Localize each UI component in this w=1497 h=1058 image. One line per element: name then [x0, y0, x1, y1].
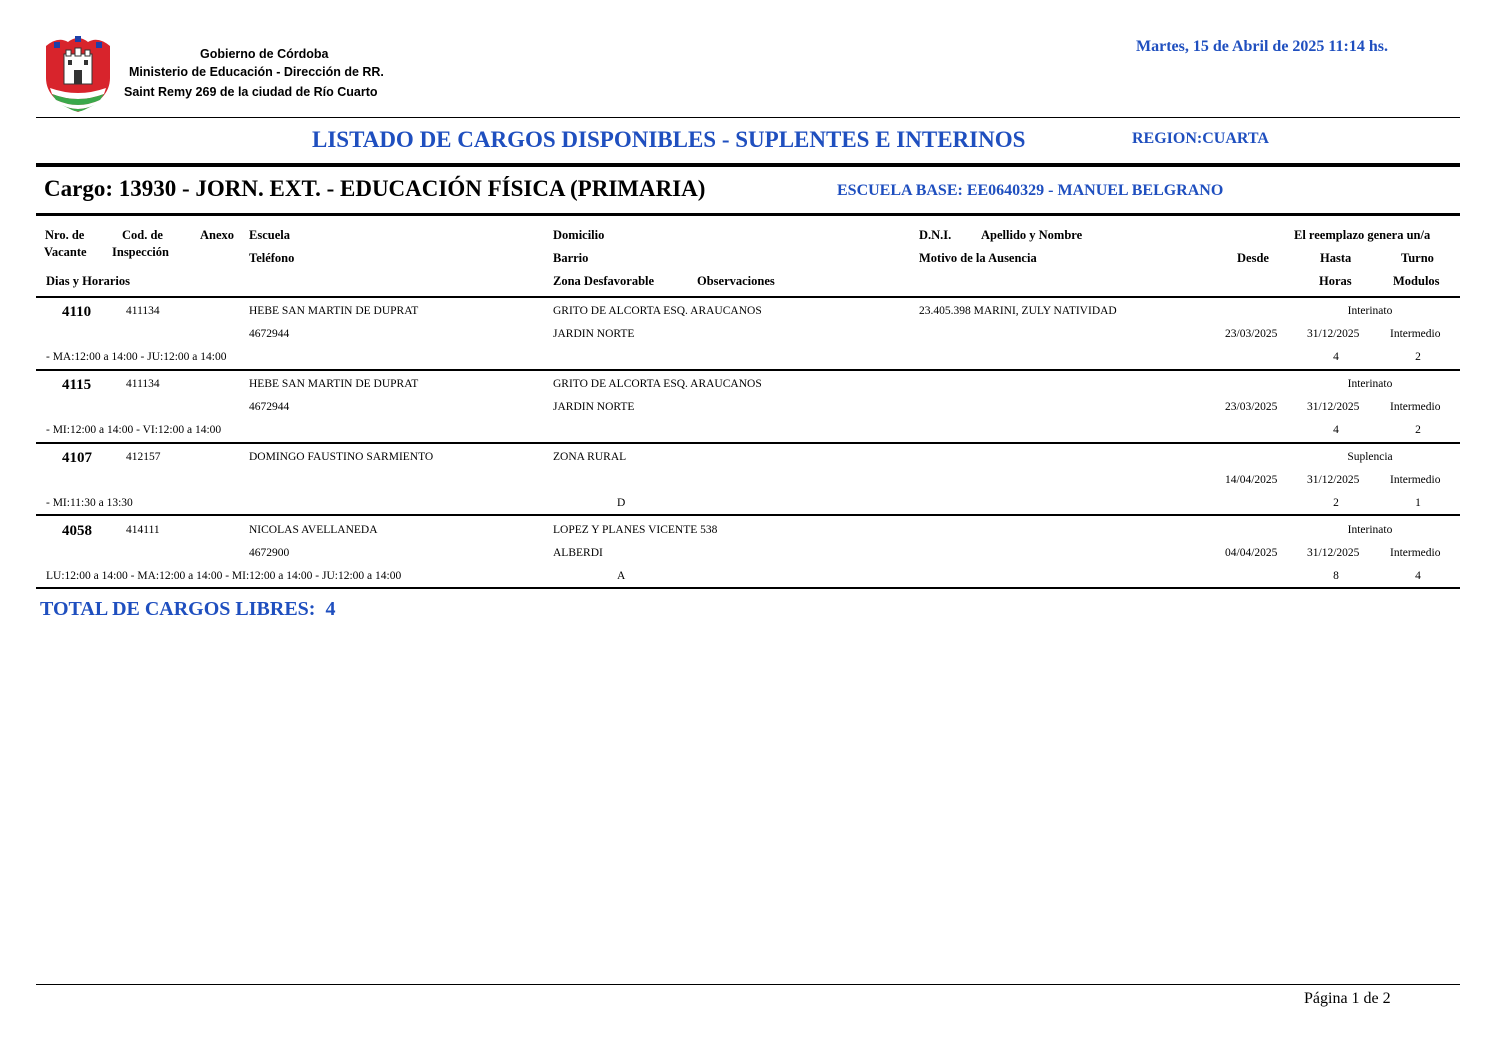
- escuela-base: ESCUELA BASE: EE0640329 - MANUEL BELGRANO: [837, 182, 1224, 199]
- row-turno: Intermedio: [1390, 328, 1441, 340]
- org-ministry: Ministerio de Educación - Dirección de RR.: [129, 65, 384, 79]
- row-telefono: 4672944: [249, 328, 290, 340]
- row-dias: LU:12:00 a 14:00 - MA:12:00 a 14:00 - MI:12:00 a 14:00 - JU:12:00 a 14:00: [46, 570, 402, 582]
- page-number: Página 1 de 2: [1304, 990, 1391, 1007]
- row-zona: D: [617, 497, 626, 509]
- row-domicilio: GRITO DE ALCORTA ESQ. ARAUCANOS: [553, 378, 762, 390]
- row-zona: A: [617, 570, 626, 582]
- col-nro: Nro. de: [45, 228, 85, 242]
- col-apellido: Apellido y Nombre: [981, 228, 1083, 242]
- row-divider: [36, 587, 1460, 589]
- row-dias: - MI:12:00 a 14:00 - VI:12:00 a 14:00: [46, 424, 222, 436]
- org-name: Gobierno de Córdoba: [200, 47, 329, 61]
- region-label: REGION:CUARTA: [1132, 130, 1269, 147]
- title-divider: [36, 163, 1460, 167]
- row-cod: 412157: [126, 451, 161, 463]
- row-modulos: 2: [1415, 351, 1421, 363]
- row-telefono: 4672944: [249, 401, 290, 413]
- row-domicilio: GRITO DE ALCORTA ESQ. ARAUCANOS: [553, 305, 762, 317]
- row-horas: 4: [1333, 424, 1339, 436]
- row-barrio: ALBERDI: [553, 547, 603, 559]
- row-horas: 2: [1333, 497, 1339, 509]
- row-desde: 14/04/2025: [1225, 474, 1278, 486]
- cargo-divider: [36, 213, 1460, 216]
- row-escuela: HEBE SAN MARTIN DE DUPRAT: [249, 305, 419, 317]
- row-divider: [36, 369, 1460, 371]
- row-turno: Intermedio: [1390, 401, 1441, 413]
- row-divider: [36, 514, 1460, 516]
- col-dias: Dias y Horarios: [46, 274, 131, 288]
- row-escuela: NICOLAS AVELLANEDA: [249, 524, 378, 536]
- col-vacante: Vacante: [44, 245, 87, 259]
- col-motivo: Motivo de la Ausencia: [919, 251, 1037, 265]
- total-cargos: TOTAL DE CARGOS LIBRES: 4: [40, 598, 336, 620]
- header-bottom-divider: [36, 296, 1460, 298]
- col-barrio: Barrio: [553, 251, 589, 265]
- col-desde: Desde: [1237, 251, 1269, 265]
- row-desde: 23/03/2025: [1225, 328, 1278, 340]
- cordoba-coat-of-arms-icon: [38, 34, 118, 114]
- row-turno: Intermedio: [1390, 547, 1441, 559]
- col-telefono: Teléfono: [249, 251, 295, 265]
- col-inspeccion: Inspección: [112, 245, 169, 259]
- row-divider: [36, 442, 1460, 444]
- row-tipo: Interinato: [1347, 378, 1393, 390]
- col-horas: Horas: [1319, 274, 1352, 288]
- row-cod: 414111: [126, 524, 160, 536]
- row-nro: 4110: [62, 304, 92, 320]
- col-escuela: Escuela: [249, 228, 290, 242]
- col-domicilio: Domicilio: [553, 228, 605, 242]
- row-hasta: 31/12/2025: [1307, 328, 1360, 340]
- report-title: LISTADO DE CARGOS DISPONIBLES - SUPLENTES E INTERINOS: [312, 127, 1026, 152]
- row-tipo: Interinato: [1347, 305, 1393, 317]
- row-dni-nombre: 23.405.398 MARINI, ZULY NATIVIDAD: [919, 305, 1117, 317]
- row-hasta: 31/12/2025: [1307, 547, 1360, 559]
- row-barrio: JARDIN NORTE: [553, 328, 635, 340]
- row-tipo: Interinato: [1347, 524, 1393, 536]
- footer-divider: [36, 984, 1460, 985]
- col-cod: Cod. de: [122, 228, 163, 242]
- row-hasta: 31/12/2025: [1307, 401, 1360, 413]
- row-horas: 4: [1333, 351, 1339, 363]
- col-modulos: Modulos: [1393, 274, 1440, 288]
- row-desde: 04/04/2025: [1225, 547, 1278, 559]
- row-cod: 411134: [126, 305, 160, 317]
- col-reemplazo: El reemplazo genera un/a: [1294, 228, 1431, 242]
- col-observaciones: Observaciones: [697, 274, 775, 288]
- row-escuela: HEBE SAN MARTIN DE DUPRAT: [249, 378, 419, 390]
- row-horas: 8: [1333, 570, 1339, 582]
- row-turno: Intermedio: [1390, 474, 1441, 486]
- row-hasta: 31/12/2025: [1307, 474, 1360, 486]
- row-modulos: 1: [1415, 497, 1421, 509]
- cargo-title: Cargo: 13930 - JORN. EXT. - EDUCACIÓN FÍSICA (PRIMARIA): [44, 176, 706, 201]
- row-nro: 4058: [62, 523, 92, 539]
- row-dias: - MI:11:30 a 13:30: [46, 497, 133, 509]
- row-cod: 411134: [126, 378, 160, 390]
- row-dias: - MA:12:00 a 14:00 - JU:12:00 a 14:00: [46, 351, 227, 363]
- row-domicilio: LOPEZ Y PLANES VICENTE 538: [553, 524, 718, 536]
- col-zona: Zona Desfavorable: [553, 274, 655, 288]
- row-escuela: DOMINGO FAUSTINO SARMIENTO: [249, 451, 434, 463]
- row-modulos: 2: [1415, 424, 1421, 436]
- row-modulos: 4: [1415, 570, 1421, 582]
- org-address: Saint Remy 269 de la ciudad de Río Cuarto: [124, 85, 378, 99]
- row-nro: 4107: [62, 450, 92, 466]
- row-tipo: Suplencia: [1347, 451, 1393, 463]
- col-turno: Turno: [1401, 251, 1434, 265]
- header-divider: [36, 117, 1460, 118]
- row-desde: 23/03/2025: [1225, 401, 1278, 413]
- report-date: Martes, 15 de Abril de 2025 11:14 hs.: [1136, 38, 1388, 55]
- row-nro: 4115: [62, 377, 92, 393]
- row-domicilio: ZONA RURAL: [553, 451, 627, 463]
- col-hasta: Hasta: [1320, 251, 1352, 265]
- row-barrio: JARDIN NORTE: [553, 401, 635, 413]
- col-anexo: Anexo: [200, 228, 235, 242]
- row-telefono: 4672900: [249, 547, 290, 559]
- col-dni: D.N.I.: [919, 228, 952, 242]
